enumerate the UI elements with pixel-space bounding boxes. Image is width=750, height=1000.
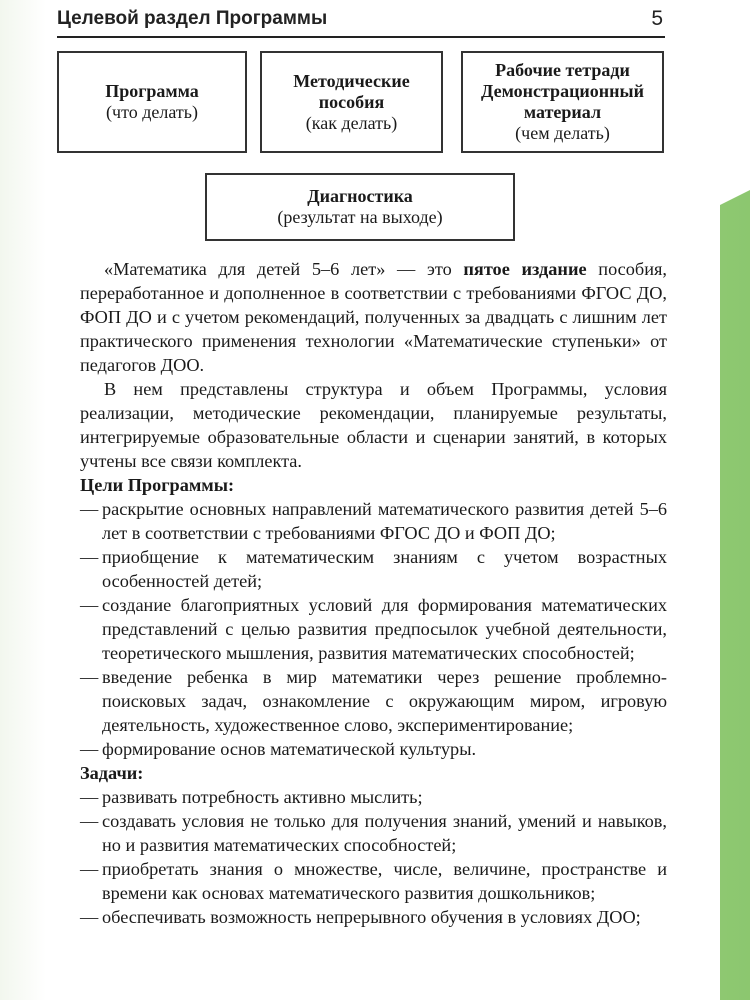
running-header bbox=[57, 6, 665, 38]
box-title: Программа bbox=[105, 81, 199, 101]
list-item bbox=[80, 905, 667, 929]
tasks-heading-text: Задачи: bbox=[80, 763, 144, 783]
dash-marker: — bbox=[80, 907, 99, 927]
goals-heading bbox=[80, 473, 667, 497]
list-item-text: развивать потребность активно мыслить; bbox=[102, 787, 423, 807]
list-item-text: создание благоприятных условий для формирования математических представлений с целью развития предпосылок учебной деятельности, теоретического мышления, развития математических способностей; bbox=[102, 595, 667, 663]
list-item bbox=[80, 737, 667, 761]
page-left-gradient bbox=[0, 0, 46, 1000]
box-diagnostics bbox=[205, 173, 515, 241]
intro-bold-text: пятое издание bbox=[463, 259, 587, 279]
page-number: 5 bbox=[651, 7, 663, 30]
dash-marker: — bbox=[80, 499, 99, 519]
list-item bbox=[80, 809, 667, 857]
list-item bbox=[80, 665, 667, 737]
intro-text-start: «Математика для детей 5–6 лет» — это bbox=[104, 259, 464, 279]
box-workbooks bbox=[461, 51, 664, 153]
box-subtitle: (результат на выходе) bbox=[277, 207, 443, 227]
dash-marker: — bbox=[80, 811, 99, 831]
list-item-text: приобщение к математическим знаниям с учетом возрастных особенностей детей; bbox=[102, 547, 667, 591]
box-subtitle: (что делать) bbox=[106, 102, 198, 122]
dash-marker: — bbox=[80, 787, 99, 807]
dash-marker: — bbox=[80, 595, 99, 615]
list-item-text: введение ребенка в мир математики через решение проблемно-поисковых задач, ознакомление с окружающим миром, игровую деятельность, художественное слово, экспериментирование; bbox=[102, 667, 667, 735]
box-title: Рабочие тетради Демонстрационный материал bbox=[481, 60, 644, 122]
list-item-text: раскрытие основных направлений математического развития детей 5–6 лет в соответствии с требованиями ФГОС ДО и ФОП ДО; bbox=[102, 499, 667, 543]
box-methodical-guides bbox=[260, 51, 443, 153]
goals-heading-text: Цели Программы: bbox=[80, 475, 235, 495]
list-item bbox=[80, 785, 667, 809]
dash-marker: — bbox=[80, 859, 99, 879]
box-subtitle: (как делать) bbox=[305, 112, 398, 133]
header-title: Целевой раздел Программы bbox=[57, 8, 328, 29]
list-item-text: создавать условия не только для получения знаний, умений и навыков, но и развития математических способностей; bbox=[102, 811, 667, 855]
box-program bbox=[57, 51, 247, 153]
list-item-text: приобретать знания о множестве, числе, величине, пространстве и времени как основах математического развития дошкольников; bbox=[102, 859, 667, 903]
dash-marker: — bbox=[80, 547, 99, 567]
tasks-heading bbox=[80, 761, 667, 785]
box-title: Методические пособия bbox=[293, 70, 410, 112]
tasks-list bbox=[80, 785, 667, 929]
list-item-text: обеспечивать возможность непрерывного обучения в условиях ДОО; bbox=[102, 907, 641, 927]
list-item bbox=[80, 593, 667, 665]
structure-paragraph: В нем представлены структура и объем Программы, условия реализации, методические рекомендации, планируемые результаты, интегрируемые образовательные области и сценарии занятий, в которых учтены все связи комплекта. bbox=[80, 379, 667, 471]
intro-paragraph bbox=[80, 257, 667, 377]
box-subtitle: (чем делать) bbox=[515, 123, 610, 143]
dash-marker: — bbox=[80, 667, 99, 687]
box-title: Диагностика bbox=[307, 186, 413, 206]
list-item bbox=[80, 497, 667, 545]
list-item bbox=[80, 857, 667, 905]
dash-marker: — bbox=[80, 739, 99, 759]
goals-list bbox=[80, 497, 667, 761]
list-item-text: формирование основ математической культуры. bbox=[102, 739, 477, 759]
body-text bbox=[80, 257, 667, 929]
intro-text-end: пособия, переработанное и дополненное в соответствии с требованиями ФГОС ДО, ФОП ДО и с учетом рекомендаций, полученных за двадцать с лишним лет практического применения технологии «Математические ступеньки» от педагогов ДОО. bbox=[80, 259, 667, 375]
list-item bbox=[80, 545, 667, 593]
